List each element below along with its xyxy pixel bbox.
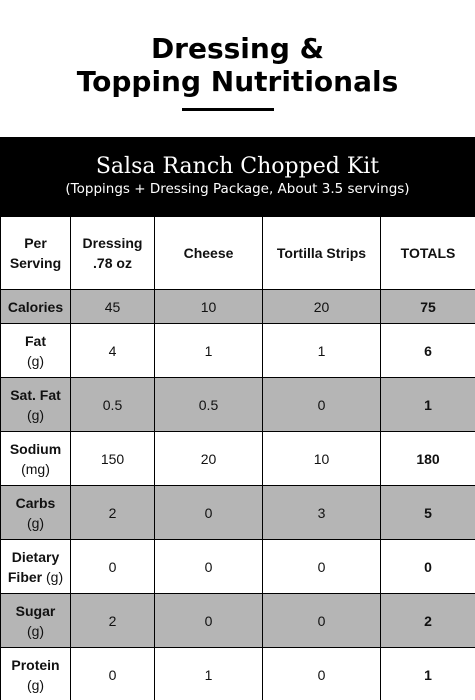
cell-total: 6 xyxy=(381,324,475,378)
header-per-serving xyxy=(1,217,71,290)
row-label-text: Sugar xyxy=(15,602,56,619)
cell-cheese: 10 xyxy=(155,290,263,324)
cell-total: 0 xyxy=(381,540,475,594)
cell-tortilla: 3 xyxy=(263,486,381,540)
table-row-sat-fat xyxy=(1,378,475,432)
page-heading xyxy=(0,32,475,98)
cell-total: 180 xyxy=(381,432,475,486)
table-row-fat xyxy=(1,324,475,378)
cell-tortilla: 0 xyxy=(263,594,381,648)
cell-cheese: 1 xyxy=(155,324,263,378)
row-label xyxy=(1,594,71,648)
cell-dressing: 0.5 xyxy=(71,378,155,432)
row-label xyxy=(1,648,71,700)
table-row-dietary-fiber xyxy=(1,540,475,594)
heading-underline xyxy=(182,108,274,111)
table-header-row xyxy=(1,217,475,290)
row-label xyxy=(1,324,71,378)
cell-dressing: 2 xyxy=(71,594,155,648)
row-label-text: Fat xyxy=(25,332,46,349)
table-row-sugar xyxy=(1,594,475,648)
header-per-serving-line1: Per xyxy=(24,235,47,251)
cell-dressing: 150 xyxy=(71,432,155,486)
row-unit: (g) xyxy=(46,568,64,585)
row-label-text: Calories xyxy=(7,298,64,315)
cell-tortilla: 0 xyxy=(263,540,381,594)
cell-cheese: 0 xyxy=(155,540,263,594)
row-unit: (g) xyxy=(26,622,45,639)
header-dressing xyxy=(71,217,155,290)
header-cheese: Cheese xyxy=(155,217,263,290)
cell-dressing: 0 xyxy=(71,648,155,700)
nutrition-table xyxy=(0,216,475,700)
cell-cheese: 0 xyxy=(155,486,263,540)
table-row-calories xyxy=(1,290,475,324)
cell-tortilla: 20 xyxy=(263,290,381,324)
row-label-text: Sat. Fat xyxy=(10,386,61,403)
header-dressing-line1: Dressing xyxy=(82,235,143,251)
row-unit: (g) xyxy=(26,676,45,693)
row-label-text: Protein xyxy=(11,656,60,673)
cell-dressing: 4 xyxy=(71,324,155,378)
header-dressing-line2: .78 oz xyxy=(93,255,132,271)
heading-line-2: Topping Nutritionals xyxy=(76,65,399,98)
cell-cheese: 0 xyxy=(155,594,263,648)
product-title: Salsa Ranch Chopped Kit xyxy=(95,154,380,179)
cell-total: 1 xyxy=(381,378,475,432)
cell-total: 5 xyxy=(381,486,475,540)
cell-tortilla: 0 xyxy=(263,378,381,432)
row-label xyxy=(1,378,71,432)
row-label xyxy=(1,290,71,324)
product-subtitle: (Toppings + Dressing Package, About 3.5 servings) xyxy=(65,181,410,197)
row-label xyxy=(1,540,71,594)
cell-total: 2 xyxy=(381,594,475,648)
header-totals: TOTALS xyxy=(381,217,475,290)
cell-cheese: 0.5 xyxy=(155,378,263,432)
row-unit: (g) xyxy=(26,352,45,369)
row-label-text: Dietary xyxy=(11,548,60,565)
header-per-serving-line2: Serving xyxy=(9,255,62,271)
nutrition-table-card xyxy=(0,137,475,700)
product-banner xyxy=(0,137,475,216)
cell-tortilla: 0 xyxy=(263,648,381,700)
table-row-sodium xyxy=(1,432,475,486)
row-label xyxy=(1,432,71,486)
cell-dressing: 45 xyxy=(71,290,155,324)
cell-tortilla: 10 xyxy=(263,432,381,486)
row-unit: (mg) xyxy=(21,460,50,477)
row-label xyxy=(1,486,71,540)
cell-cheese: 1 xyxy=(155,648,263,700)
header-tortilla-strips: Tortilla Strips xyxy=(263,217,381,290)
row-unit: (g) xyxy=(26,514,45,531)
cell-dressing: 2 xyxy=(71,486,155,540)
row-unit: (g) xyxy=(26,406,45,423)
cell-dressing: 0 xyxy=(71,540,155,594)
cell-cheese: 20 xyxy=(155,432,263,486)
row-label-text: Sodium xyxy=(9,440,62,457)
table-row-carbs xyxy=(1,486,475,540)
row-label-text: Carbs xyxy=(15,494,56,511)
row-label-text-2: Fiber xyxy=(7,568,43,585)
table-row-protein xyxy=(1,648,475,700)
cell-total: 1 xyxy=(381,648,475,700)
heading-line-1: Dressing & xyxy=(150,32,325,65)
cell-total: 75 xyxy=(381,290,475,324)
cell-tortilla: 1 xyxy=(263,324,381,378)
